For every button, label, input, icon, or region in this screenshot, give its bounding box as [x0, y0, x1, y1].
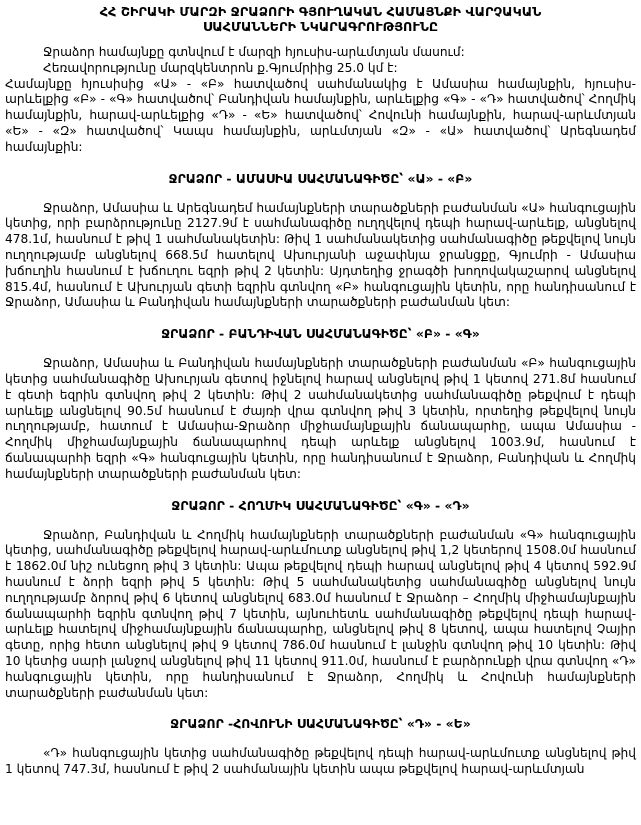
section-body-g-d: Ջրաձոր, Բանդիվան և Հողմիկ համայնքների տարածքների բաժանման «Գ» հանգուցային կետից, սահմանագիծը թեքվելով հարավ-արևմուտք անցնելով թիվ 1,2 կետերով 1508.0մ հասնում է 1862.0մ նիշ ունեցող թիվ 3 կետին: Ապա թեքվելով դեպի հարավ անցնելով թիվ 4 կետով 592.9մ հասնում է ձորի եզրի թիվ 5 կետին: Թիվ 5 սահմանակետից սահմանագիծը անցնելով նույն ուղղությամբ ձորով թիվ 6 կետով անցնելով 683.0մ հասնում է Ջրաձոր – Հողմիկ միջհամայնքային ճանապարհի եզրին գտնվող թիվ 7 կետին, այնուհետև սահմանագիծը թեքվելով դեպի հարավ-արևելք հատելով միջհամայնքային ճանապարհը, անցնելով թիվ 8 կետով, ապա հատելով Չայիր գետը, որից հետո անցնելով թիվ 9 կետով 786.0մ հասնում է լանջին գտնվող թիվ 10 կետին: Թիվ 10 կետից սարի լանջով անցնելով թիվ 11 կետով 911.0մ, հասնում է բարձրունքի վրա գտնվող «Դ» հանգուցային կետին, որը հանդիսանում է Ջրաձոր, Հողմիկ և Հովունի համայնքների տարածքների բաժանման կետ: — [5, 527, 636, 700]
section-heading-d-e: ՋՐԱՁՈՐ -ՀՈՎՈՒՆԻ ՍԱՀՄԱՆԱԳԻԾԸ՝ «Դ» - «Ե» — [170, 716, 471, 732]
section-heading-a-b: ՋՐԱՁՈՐ - ԱՄԱՍԻԱ ՍԱՀՄԱՆԱԳԻԾԸ՝ «Ա» - «Բ» — [168, 170, 473, 186]
intro-paragraph-neighbors: Համայնքը հյուսիսից «Ա» - «Բ» հատվածով սահմանակից է Ամասիա համայնքին, հյուսիս-արևելքից «Բ» - «Գ» հատվածով՝ Բանդիվան համայնքին, արևելքից «Գ» - «Դ» հատվածով՝ Հողմիկ համայնքին, հարավ-արևելքից «Դ» - «Ե» հատվածով՝ Հովունի համայնքին, հարավ-արևմտյան «Ե» - «Զ» հատվածով՝ Կապս համայնքին, արևմտյան «Զ» - «Ա» հատվածով՝ Արեգնադեմ համայնքին: — [5, 76, 636, 154]
document-title-line-2: ՍԱՀՄԱՆՆԵՐԻ ՆԿԱՐԱԳՐՈՒԹՅՈՒՆԸ — [202, 19, 439, 35]
section-heading-b-g: ՋՐԱՁՈՐ - ԲԱՆԴԻՎԱՆ ՍԱՀՄԱՆԱԳԻԾԸ՝ «Բ» - «Գ» — [161, 326, 480, 342]
intro-paragraph-distance: Հեռավորությունը մարզկենտրոն ք.Գյումրիից 25.0 կմ է: — [43, 60, 398, 75]
document-title — [5, 6, 636, 35]
section-heading-g-d: ՋՐԱՁՈՐ - ՀՈՂՄԻԿ ՍԱՀՄԱՆԱԳԻԾԸ՝ «Գ» - «Դ» — [171, 497, 470, 513]
section-body-d-e: «Դ» հանգուցային կետից սահմանագիծը թեքվելով դեպի հարավ-արևմուտք անցնելով թիվ 1 կետով 747.3մ, հասնում է թիվ 2 սահմանային կետին ապա թեքվելով հարավ-արևմտյան — [5, 746, 636, 777]
intro-paragraph-location: Ջրաձոր համայնքը գտնվում է մարզի հյուսիս-արևմտյան մասում: — [43, 45, 465, 59]
section-body-a-b: Ջրաձոր, Ամասիա և Արեգնադեմ համայնքների տարածքների բաժանման «Ա» հանգուցային կետից, որի բարձրությունը 2127.9մ է սահմանագիծը ուղղվելով դեպի հարավ-արևելք, անցնելով 478.1մ, հասնում է թիվ 1 սահմանակետին: Թիվ 1 սահմանակետից սահմանագիծը թեքվելով նույն ուղղությամբ անցնելով 668.5մ հատելով Ախուրյանի աջափնյա ջրանցքը, Գյումրի - Ամասիա խճուղին հասնում է խճուղու եզրի թիվ 2 կետին: Այդտեղից ջրագծի խողովակաշարով անցնելով 815.4մ, հասնում է Ախուրյան գետի եզրին գտնվող «Բ» հանգուցային կետին, որը հանդիսանում է Ջրաձոր, Ամասիա և Բանդիվան համայնքների տարածքների բաժանման կետ: — [5, 200, 636, 310]
section-body-b-g: Ջրաձոր, Ամասիա և Բանդիվան համայնքների տարածքների բաժանման «Բ» հանգուցային կետից սահմանագիծը Ախուրյան գետով իջնելով հարավ անցնելով թիվ 1 կետով 271.8մ հասնում է գետի եզրին գտնվող թիվ 2 կետին: Թիվ 2 սահմանակետից սահմանագիծը թեքվում է դեպի արևելք անցնելով 90.5մ հասնում է ժայռի վրա գտնվող թիվ 3 կետին, որտեղից թեքվելով նույն ուղղությամբ, հատում է Ամասիա-Ջրաձոր միջհամայնքային ճանապարհը, ապա Ամասիա - Հողմիկ միջհամայնքային ճանապարհով դեպի արևելք անցնելով 1003.9մ, հասնում է ճանապարհի եզրի «Գ» հանգուցային կետին, որը հանդիսանում է Ջրաձոր, Բանդիվան և Հողմիկ համայնքների տարածքների բաժանման կետ: — [5, 356, 636, 481]
document-title-line-1: ՀՀ ՇԻՐԱԿԻ ՄԱՐԶԻ ՋՐԱՁՈՐԻ ԳՅՈՒՂԱԿԱՆ ՀԱՄԱՅՆՔԻ ՎԱՐՉԱԿԱՆ — [99, 5, 542, 20]
